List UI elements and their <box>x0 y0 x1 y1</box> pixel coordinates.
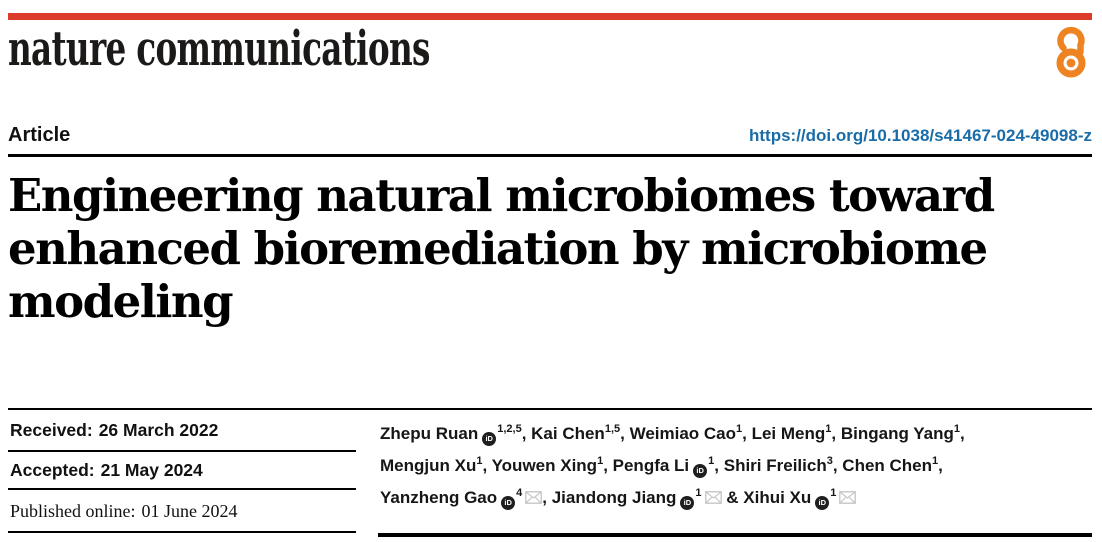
author-name: Shiri Freilich <box>723 456 827 475</box>
author-separator: , <box>521 424 532 443</box>
history-value: 21 May 2024 <box>100 460 203 480</box>
author-affiliation-sup: 1 <box>953 423 961 435</box>
author-line-3 <box>380 483 1092 515</box>
author-separator: , <box>714 456 724 475</box>
author-name: Zhepu Ruan <box>380 424 479 443</box>
article-type-label: Article <box>8 123 71 146</box>
author-affiliation-sup: 1 <box>830 487 837 499</box>
history-value: 01 June 2024 <box>141 500 238 521</box>
history-value: 26 March 2022 <box>98 420 219 440</box>
article-history <box>8 410 356 537</box>
author-separator: , <box>742 424 752 443</box>
orcid-icon[interactable]: iD <box>482 432 496 446</box>
history-label: Received: <box>10 420 93 440</box>
author-affiliation-sup: 1 <box>708 455 715 467</box>
author-separator: , <box>620 424 630 443</box>
article-title-line-3: modeling <box>8 274 233 328</box>
journal-logo: nature communications <box>8 21 430 77</box>
author-name: Mengjun Xu <box>380 456 477 475</box>
email-icon[interactable] <box>525 491 542 504</box>
author-separator: , <box>482 456 492 475</box>
article-title-line-2: enhanced bioremediation by microbiome <box>8 221 987 275</box>
author-separator: , <box>960 424 965 443</box>
article-head <box>0 124 1102 328</box>
author-name: Pengfa Li <box>612 456 690 475</box>
open-access-icon <box>1050 24 1092 80</box>
author-name: Chen Chen <box>842 456 933 475</box>
author-affiliation-sup: 1 <box>597 455 604 467</box>
history-label: Published online: <box>10 500 136 521</box>
orcid-icon[interactable]: iD <box>693 464 707 478</box>
author-line-2 <box>380 451 1092 483</box>
author-affiliation-sup: 1 <box>932 455 939 467</box>
author-separator: , <box>832 456 843 475</box>
orcid-icon[interactable]: iD <box>815 496 829 510</box>
author-line-1 <box>380 419 1092 451</box>
article-title <box>8 169 1092 328</box>
article-meta <box>8 408 1092 537</box>
author-affiliation-sup: 4 <box>516 487 523 499</box>
author-name: Jiandong Jiang <box>551 488 677 507</box>
orcid-icon[interactable]: iD <box>501 496 515 510</box>
type-row <box>8 124 1092 147</box>
author-affiliation-sup: 3 <box>826 455 833 467</box>
article-title-line-1: Engineering natural microbiomes toward <box>8 168 994 222</box>
author-name: Kai Chen <box>531 424 605 443</box>
author-affiliation-sup: 1,5 <box>604 423 621 435</box>
history-row-received <box>8 410 356 452</box>
author-name: Lei Meng <box>751 424 826 443</box>
author-name: Xihui Xu <box>743 488 812 507</box>
author-separator: , <box>603 456 613 475</box>
brand-red-rule <box>8 13 1092 20</box>
history-row-accepted <box>8 452 356 490</box>
history-label: Accepted: <box>10 460 95 480</box>
author-affiliation-sup: 1 <box>476 455 483 467</box>
doi-link[interactable]: https://doi.org/10.1038/s41467-024-49098-z <box>749 125 1092 145</box>
author-name: Youwen Xing <box>491 456 598 475</box>
author-name: Yanzheng Gao <box>380 488 498 507</box>
email-icon[interactable] <box>839 491 856 504</box>
history-row-published-online <box>8 490 356 533</box>
masthead <box>0 0 1102 76</box>
author-separator: & <box>721 488 744 507</box>
author-separator: , <box>542 488 552 507</box>
author-affiliation-sup: 1 <box>695 487 702 499</box>
orcid-icon[interactable]: iD <box>680 496 694 510</box>
author-affiliation-sup: 1 <box>736 423 743 435</box>
author-separator: , <box>938 456 943 475</box>
header-divider <box>8 154 1092 157</box>
email-icon[interactable] <box>705 491 722 504</box>
author-affiliation-sup: 1 <box>825 423 832 435</box>
author-affiliation-sup: 1,2,5 <box>497 423 522 435</box>
author-name: Weimiao Cao <box>629 424 737 443</box>
author-list <box>378 410 1092 537</box>
author-name: Bingang Yang <box>840 424 954 443</box>
author-separator: , <box>831 424 841 443</box>
